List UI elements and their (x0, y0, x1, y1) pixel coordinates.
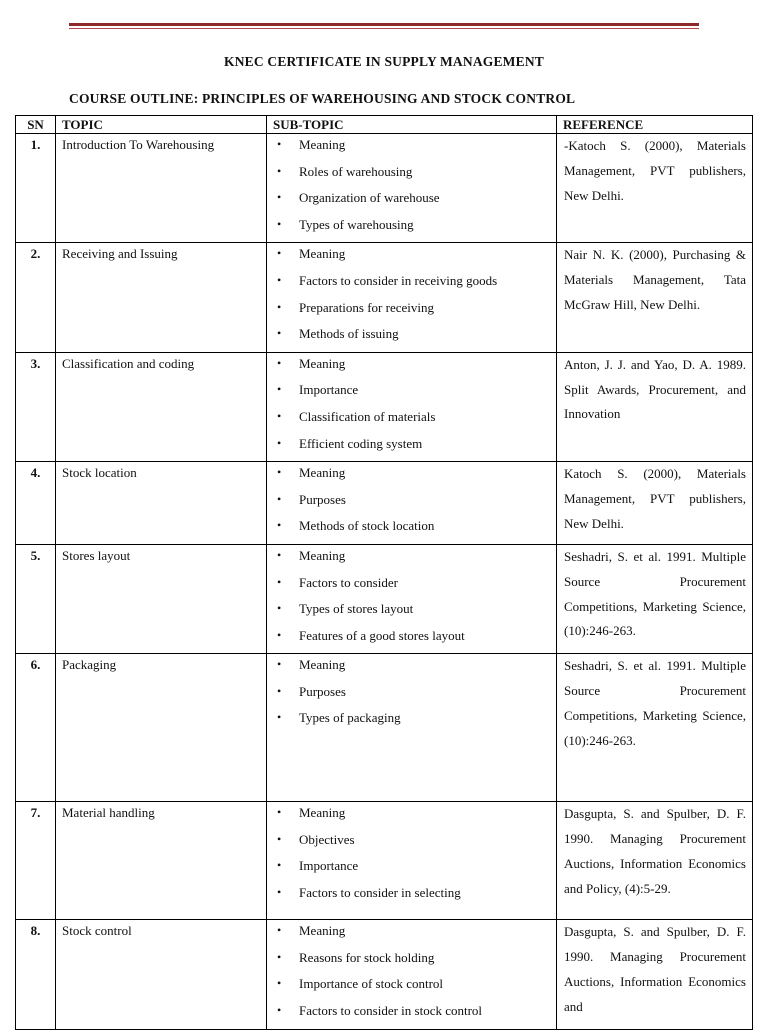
subtopic-text: Objectives (299, 831, 355, 847)
topic-cell (56, 134, 267, 243)
row-number-text: 7. (30, 805, 41, 821)
bullet-icon: • (277, 885, 282, 900)
subtopic-cell (267, 462, 557, 545)
bullet-icon: • (277, 601, 282, 616)
bullet-icon: • (277, 949, 282, 964)
bullet-icon: • (277, 190, 282, 205)
row-number (16, 243, 56, 352)
subtopic-text: Reasons for stock holding (299, 949, 435, 965)
subtopic-text: Meaning (299, 355, 346, 371)
bullet-icon: • (277, 163, 282, 178)
subtopic-text: Types of packaging (299, 710, 401, 726)
header-rule-thin (69, 28, 699, 29)
table-row (16, 802, 753, 920)
reference-text: Dasgupta, S. and Spulber, D. F. 1990. Managing Procurement Auctions, Information Economics and (564, 924, 746, 1014)
subtopic-text: Types of stores layout (299, 601, 414, 617)
subtopic-item (267, 216, 556, 243)
subtopic-text: Classification of materials (299, 408, 436, 424)
subtopic-item (267, 949, 556, 976)
reference-text: Nair N. K. (2000), Purchasing & Materials Management, Tata McGraw Hill, New Delhi. (564, 247, 746, 312)
subtopic-text: Meaning (299, 246, 346, 262)
row-number-text: 8. (30, 923, 41, 939)
subtopic-item (267, 656, 556, 683)
subtopic-item (267, 272, 556, 299)
table-row (16, 920, 753, 1029)
row-number-text: 4. (30, 465, 41, 481)
table-header-row (16, 116, 753, 134)
subtopic-item (267, 574, 556, 601)
topic-text: Material handling (62, 805, 155, 821)
subtopic-text: Methods of issuing (299, 326, 399, 342)
column-header-reference-label: REFERENCE (563, 117, 644, 132)
subtopic-item (267, 355, 556, 382)
subtopic-list (267, 134, 556, 242)
row-number (16, 802, 56, 920)
reference-cell (557, 802, 753, 920)
bullet-icon: • (277, 858, 282, 873)
subtopic-text: Meaning (299, 923, 346, 939)
subtopic-cell (267, 920, 557, 1029)
column-header-subtopic-label: SUB-TOPIC (273, 117, 344, 132)
topic-cell (56, 352, 267, 461)
topic-text: Receiving and Issuing (62, 246, 178, 262)
subtopic-text: Meaning (299, 805, 346, 821)
topic-cell (56, 802, 267, 920)
subtopic-text: Meaning (299, 657, 346, 673)
bullet-icon: • (277, 408, 282, 423)
subtopic-item (267, 627, 556, 654)
column-header-topic (56, 116, 267, 134)
bullet-icon: • (277, 627, 282, 642)
subtopic-cell (267, 134, 557, 243)
bullet-icon: • (277, 1003, 282, 1018)
subtopic-item (267, 136, 556, 163)
reference-cell (557, 654, 753, 802)
bullet-icon: • (277, 831, 282, 846)
reference-text: Katoch S. (2000), Materials Management, PVT publishers, New Delhi. (564, 466, 746, 531)
column-header-reference (557, 116, 753, 134)
row-number-text: 6. (30, 657, 41, 673)
subtopic-item (267, 299, 556, 326)
subtopic-list (267, 243, 556, 351)
bullet-icon: • (277, 805, 282, 820)
topic-text: Packaging (62, 657, 117, 673)
subtopic-text: Factors to consider in selecting (299, 885, 461, 901)
subtopic-text: Organization of warehouse (299, 190, 440, 206)
bullet-icon: • (277, 976, 282, 991)
bullet-icon: • (277, 710, 282, 725)
reference-text: Dasgupta, S. and Spulber, D. F. 1990. Managing Procurement Auctions, Information Economics and Policy, (4):5-29. (564, 806, 746, 896)
reference-text: Anton, J. J. and Yao, D. A. 1989. Split Awards, Procurement, and Innovation (564, 356, 746, 422)
table-row (16, 352, 753, 461)
subtopic-text: Meaning (299, 137, 346, 152)
bullet-icon: • (277, 574, 282, 589)
subtopic-item (267, 600, 556, 627)
subtopic-item (267, 163, 556, 190)
subtopic-text: Factors to consider in stock control (299, 1003, 483, 1019)
topic-cell (56, 462, 267, 545)
topic-cell (56, 654, 267, 802)
subtopic-cell (267, 802, 557, 920)
subtopic-text: Roles of warehousing (299, 163, 413, 179)
column-header-topic-label: TOPIC (62, 117, 103, 132)
bullet-icon: • (277, 435, 282, 450)
subtopic-item (267, 547, 556, 574)
subtopic-list (267, 353, 556, 461)
subtopic-item (267, 189, 556, 216)
subtopic-item (267, 683, 556, 710)
reference-cell (557, 352, 753, 461)
table-row (16, 544, 753, 653)
subtopic-text: Methods of stock location (299, 518, 435, 534)
bullet-icon: • (277, 657, 282, 672)
subtopic-text: Features of a good stores layout (299, 627, 465, 643)
row-number (16, 462, 56, 545)
bullet-icon: • (277, 465, 282, 480)
bullet-icon: • (277, 683, 282, 698)
row-number (16, 654, 56, 802)
bullet-icon: • (277, 547, 282, 562)
subtopic-item (267, 804, 556, 831)
subtopic-list (267, 920, 556, 1028)
topic-text: Classification and coding (62, 355, 195, 371)
column-header-sn: SN (16, 116, 56, 134)
bullet-icon: • (277, 299, 282, 314)
subtopic-text: Factors to consider (299, 574, 398, 590)
row-number-text: 2. (30, 246, 41, 262)
topic-text: Stock location (62, 465, 137, 481)
subtopic-cell (267, 654, 557, 802)
reference-text: -Katoch S. (2000), Materials Management, PVT publishers, New Delhi. (564, 138, 746, 203)
row-number (16, 920, 56, 1029)
subtopic-text: Types of warehousing (299, 216, 414, 232)
document-subtitle: COURSE OUTLINE: PRINCIPLES OF WAREHOUSING AND STOCK CONTROL (69, 91, 576, 106)
table-row (16, 462, 753, 545)
subtopic-item (267, 709, 556, 736)
topic-cell (56, 243, 267, 352)
bullet-icon: • (277, 382, 282, 397)
table-row (16, 654, 753, 802)
subtopic-item (267, 325, 556, 352)
subtopic-item (267, 245, 556, 272)
subtopic-item (267, 831, 556, 858)
subtopic-item (267, 435, 556, 462)
column-header-subtopic (267, 116, 557, 134)
row-number (16, 352, 56, 461)
bullet-icon: • (277, 518, 282, 533)
subtopic-text: Importance (299, 858, 359, 874)
table-row (16, 243, 753, 352)
reference-text: Seshadri, S. et al. 1991. Multiple Source Procurement Competitions, Marketing Science, (10):246-263. (564, 658, 746, 748)
topic-text: Stock control (62, 923, 132, 939)
bullet-icon: • (277, 246, 282, 261)
subtopic-item (267, 975, 556, 1002)
row-number-text: 3. (30, 355, 41, 371)
subtopic-text: Preparations for receiving (299, 299, 435, 315)
subtopic-cell (267, 544, 557, 653)
bullet-icon: • (277, 355, 282, 370)
reference-cell (557, 243, 753, 352)
document-title: KNEC CERTIFICATE IN SUPPLY MANAGEMENT (224, 54, 544, 69)
bullet-icon: • (277, 326, 282, 341)
bullet-icon: • (277, 272, 282, 287)
reference-cell (557, 134, 753, 243)
subtopic-cell (267, 352, 557, 461)
topic-text: Stores layout (62, 547, 131, 563)
subtopic-list (267, 545, 556, 653)
subtopic-item (267, 517, 556, 544)
subtopic-text: Efficient coding system (299, 435, 423, 451)
subtopic-item (267, 857, 556, 884)
reference-cell (557, 920, 753, 1029)
subtopic-list (267, 654, 556, 736)
subtopic-text: Purposes (299, 683, 346, 699)
course-outline-table (15, 115, 753, 1030)
subtopic-item (267, 381, 556, 408)
bullet-icon: • (277, 216, 282, 231)
subtopic-item (267, 464, 556, 491)
subtopic-text: Meaning (299, 465, 346, 481)
row-number (16, 134, 56, 243)
topic-text: Introduction To Warehousing (62, 137, 215, 152)
bullet-icon: • (277, 137, 282, 151)
subtopic-text: Factors to consider in receiving goods (299, 272, 498, 288)
subtopic-item (267, 884, 556, 911)
subtopic-list (267, 802, 556, 910)
subtopic-text: Importance (299, 382, 359, 398)
row-number-text: 5. (30, 547, 41, 563)
bullet-icon: • (277, 491, 282, 506)
header-rule-thick (69, 23, 699, 26)
reference-cell (557, 462, 753, 545)
reference-text: Seshadri, S. et al. 1991. Multiple Source Procurement Competitions, Marketing Science, (10):246-263. (564, 548, 746, 639)
subtopic-cell (267, 243, 557, 352)
row-number (16, 544, 56, 653)
subtopic-list (267, 462, 556, 544)
subtopic-item (267, 491, 556, 518)
subtopic-item (267, 1002, 556, 1029)
bullet-icon: • (277, 923, 282, 938)
topic-cell (56, 544, 267, 653)
topic-cell (56, 920, 267, 1029)
subtopic-item (267, 408, 556, 435)
subtopic-text: Importance of stock control (299, 976, 444, 992)
table-row (16, 134, 753, 243)
subtopic-text: Meaning (299, 547, 346, 563)
subtopic-text: Purposes (299, 491, 346, 507)
row-number-text: 1. (30, 137, 41, 152)
reference-cell (557, 544, 753, 653)
table-body (16, 134, 753, 1030)
subtopic-item (267, 922, 556, 949)
